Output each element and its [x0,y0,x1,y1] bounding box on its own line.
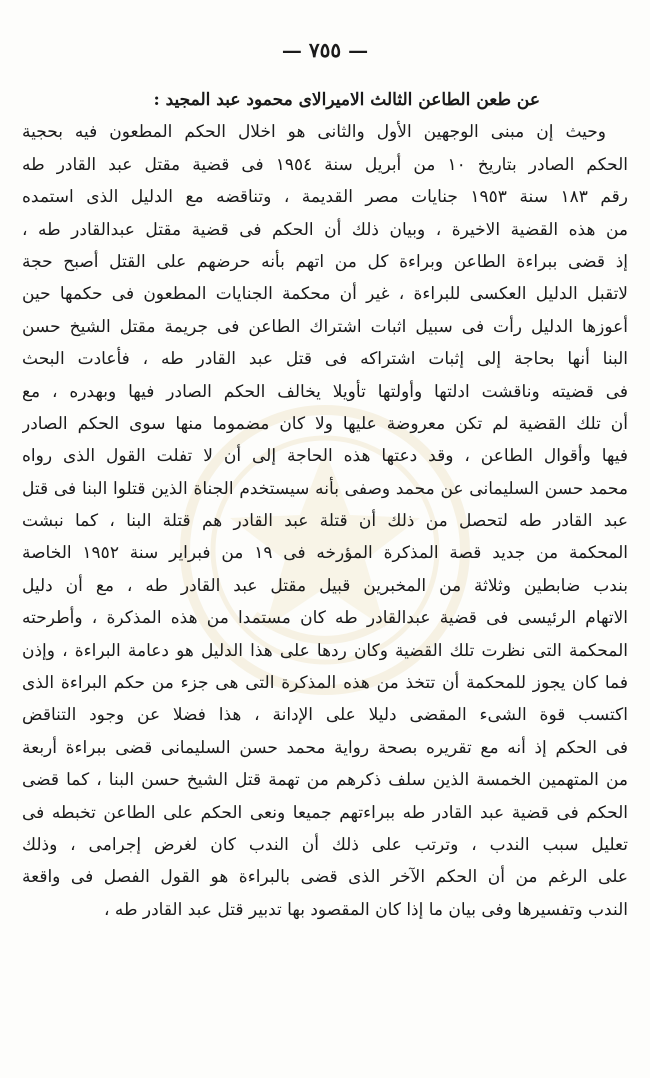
text-line: بندب ضابطين وثلاثة من المخبرين قبيل مقتل عبد القادر طه ، مع أن دليل [22,575,628,596]
text-line: لاتقبل الدليل العكسى للبراءة ، غير أن محكمة الجنايات المطعون فى حكمها حين [22,284,628,305]
text-line: المحكمة من جديد قصة المذكرة المؤرخه فى ١٩ من فبراير سنة ١٩٥٢ الخاصة [22,543,628,564]
text-line: وحيث إن مبنى الوجهين الأول والثانى هو اخلال الحكم المطعون فيه بحجية [22,122,606,143]
text-line: إذ قضى ببراءة الطاعن وبراءة كل من اتهم بأنه حرضهم على القتل أصبح حجة [22,251,628,272]
text-line: الحكم فى قضية عبد القادر طه ببراءتهم جميعا ونعى الحكم على الطاعن تخبطه فى [22,802,628,823]
text-line: الندب وتفسيرها وفى بيان ما إذا كان المقصود بها تدبير قتل عبد القادر طه ، [103,899,628,920]
text-line: الاتهام الرئيسى فى قضية عبدالقادر طه كان مستمدا من هذه المذكرة ، وأطرحته [22,608,628,629]
text-line: محمد حسن السليمانى عن محمد وصفى بأنه سيستخدم الجناة الذين قتلوا البنا فى قتل [22,478,628,499]
text-line: المحكمة التى نظرت تلك القضية وكان ردها على هذا الدليل هو دعامة البراءة ، وإذن [22,640,628,661]
section-heading: عن طعن الطاعن الثالث الاميرالاى محمود عبد المجيد : [153,90,540,110]
text-line: الحكم الصادر بتاريخ ١٠ من أبريل سنة ١٩٥٤ فى قضية مقتل عبد القادر طه [22,154,628,175]
text-line: فيها وأقوال الطاعن ، وقد دعتها هذه الحاجة إلى أن لا تفلت القول الذى رواه [22,446,628,467]
text-line: أن تلك القضية لم تكن معروضة عليها ولا كان مضموما منها سوى الحكم الصادر [22,413,628,434]
text-line: اكتسب قوة الشىء المقضى دليلا على الإدانة ، هذا فضلا عن وجود التناقض [22,705,628,726]
text-line: رقم ١٨٣ سنة ١٩٥٣ جنايات مصر القديمة ، وتناقضه مع الدليل الذى استمده [22,187,628,208]
text-line: من المتهمين الخمسة الذين سلف ذكرهم من تهمة قتل الشيخ حسن البنا ، كما قضى [22,770,628,791]
text-line: على الرغم من أن الحكم الآخر الذى قضى بالبراءة هو القول الفصل فى واقعة [22,867,628,888]
text-line: أعوزها الدليل رأت فى سبيل اثبات اشتراك الطاعن فى جريمة مقتل الشيخ حسن [22,316,628,337]
text-line: من هذه القضية الاخيرة ، وبيان ذلك أن الحكم فى قضية مقتل عبدالقادر طه ، [22,219,628,240]
text-line: فما كان يجوز للمحكمة أن تتخذ من هذه المذكرة التى هى جزء من حكم البراءة الذى [22,673,628,694]
page-number: — ٧٥٥ — [281,38,369,62]
text-line: تعليل سبب الندب ، وترتب على ذلك أن الندب كان لغرض إجرامى ، وذلك [22,834,628,855]
body-text [22,84,628,926]
text-line: فى الحكم إذ أنه مع تقريره بصحة رواية محمد حسن السليمانى قضى ببراءة أربعة [22,737,628,758]
text-line: فى قضيته وناقشت ادلتها وأولتها تأويلا يخالف الحكم الصادر فيها وبهدره ، مع [22,381,628,402]
text-line: البنا أنها بحاجة إلى إثبات اشتراكه فى قتل عبد القادر طه ، فأعادت البحث [22,349,628,370]
text-line: عبد القادر طه لتحصل من ذلك أن قتلة عبد القادر هم قتلة البنا ، كما نبشت [22,511,628,532]
